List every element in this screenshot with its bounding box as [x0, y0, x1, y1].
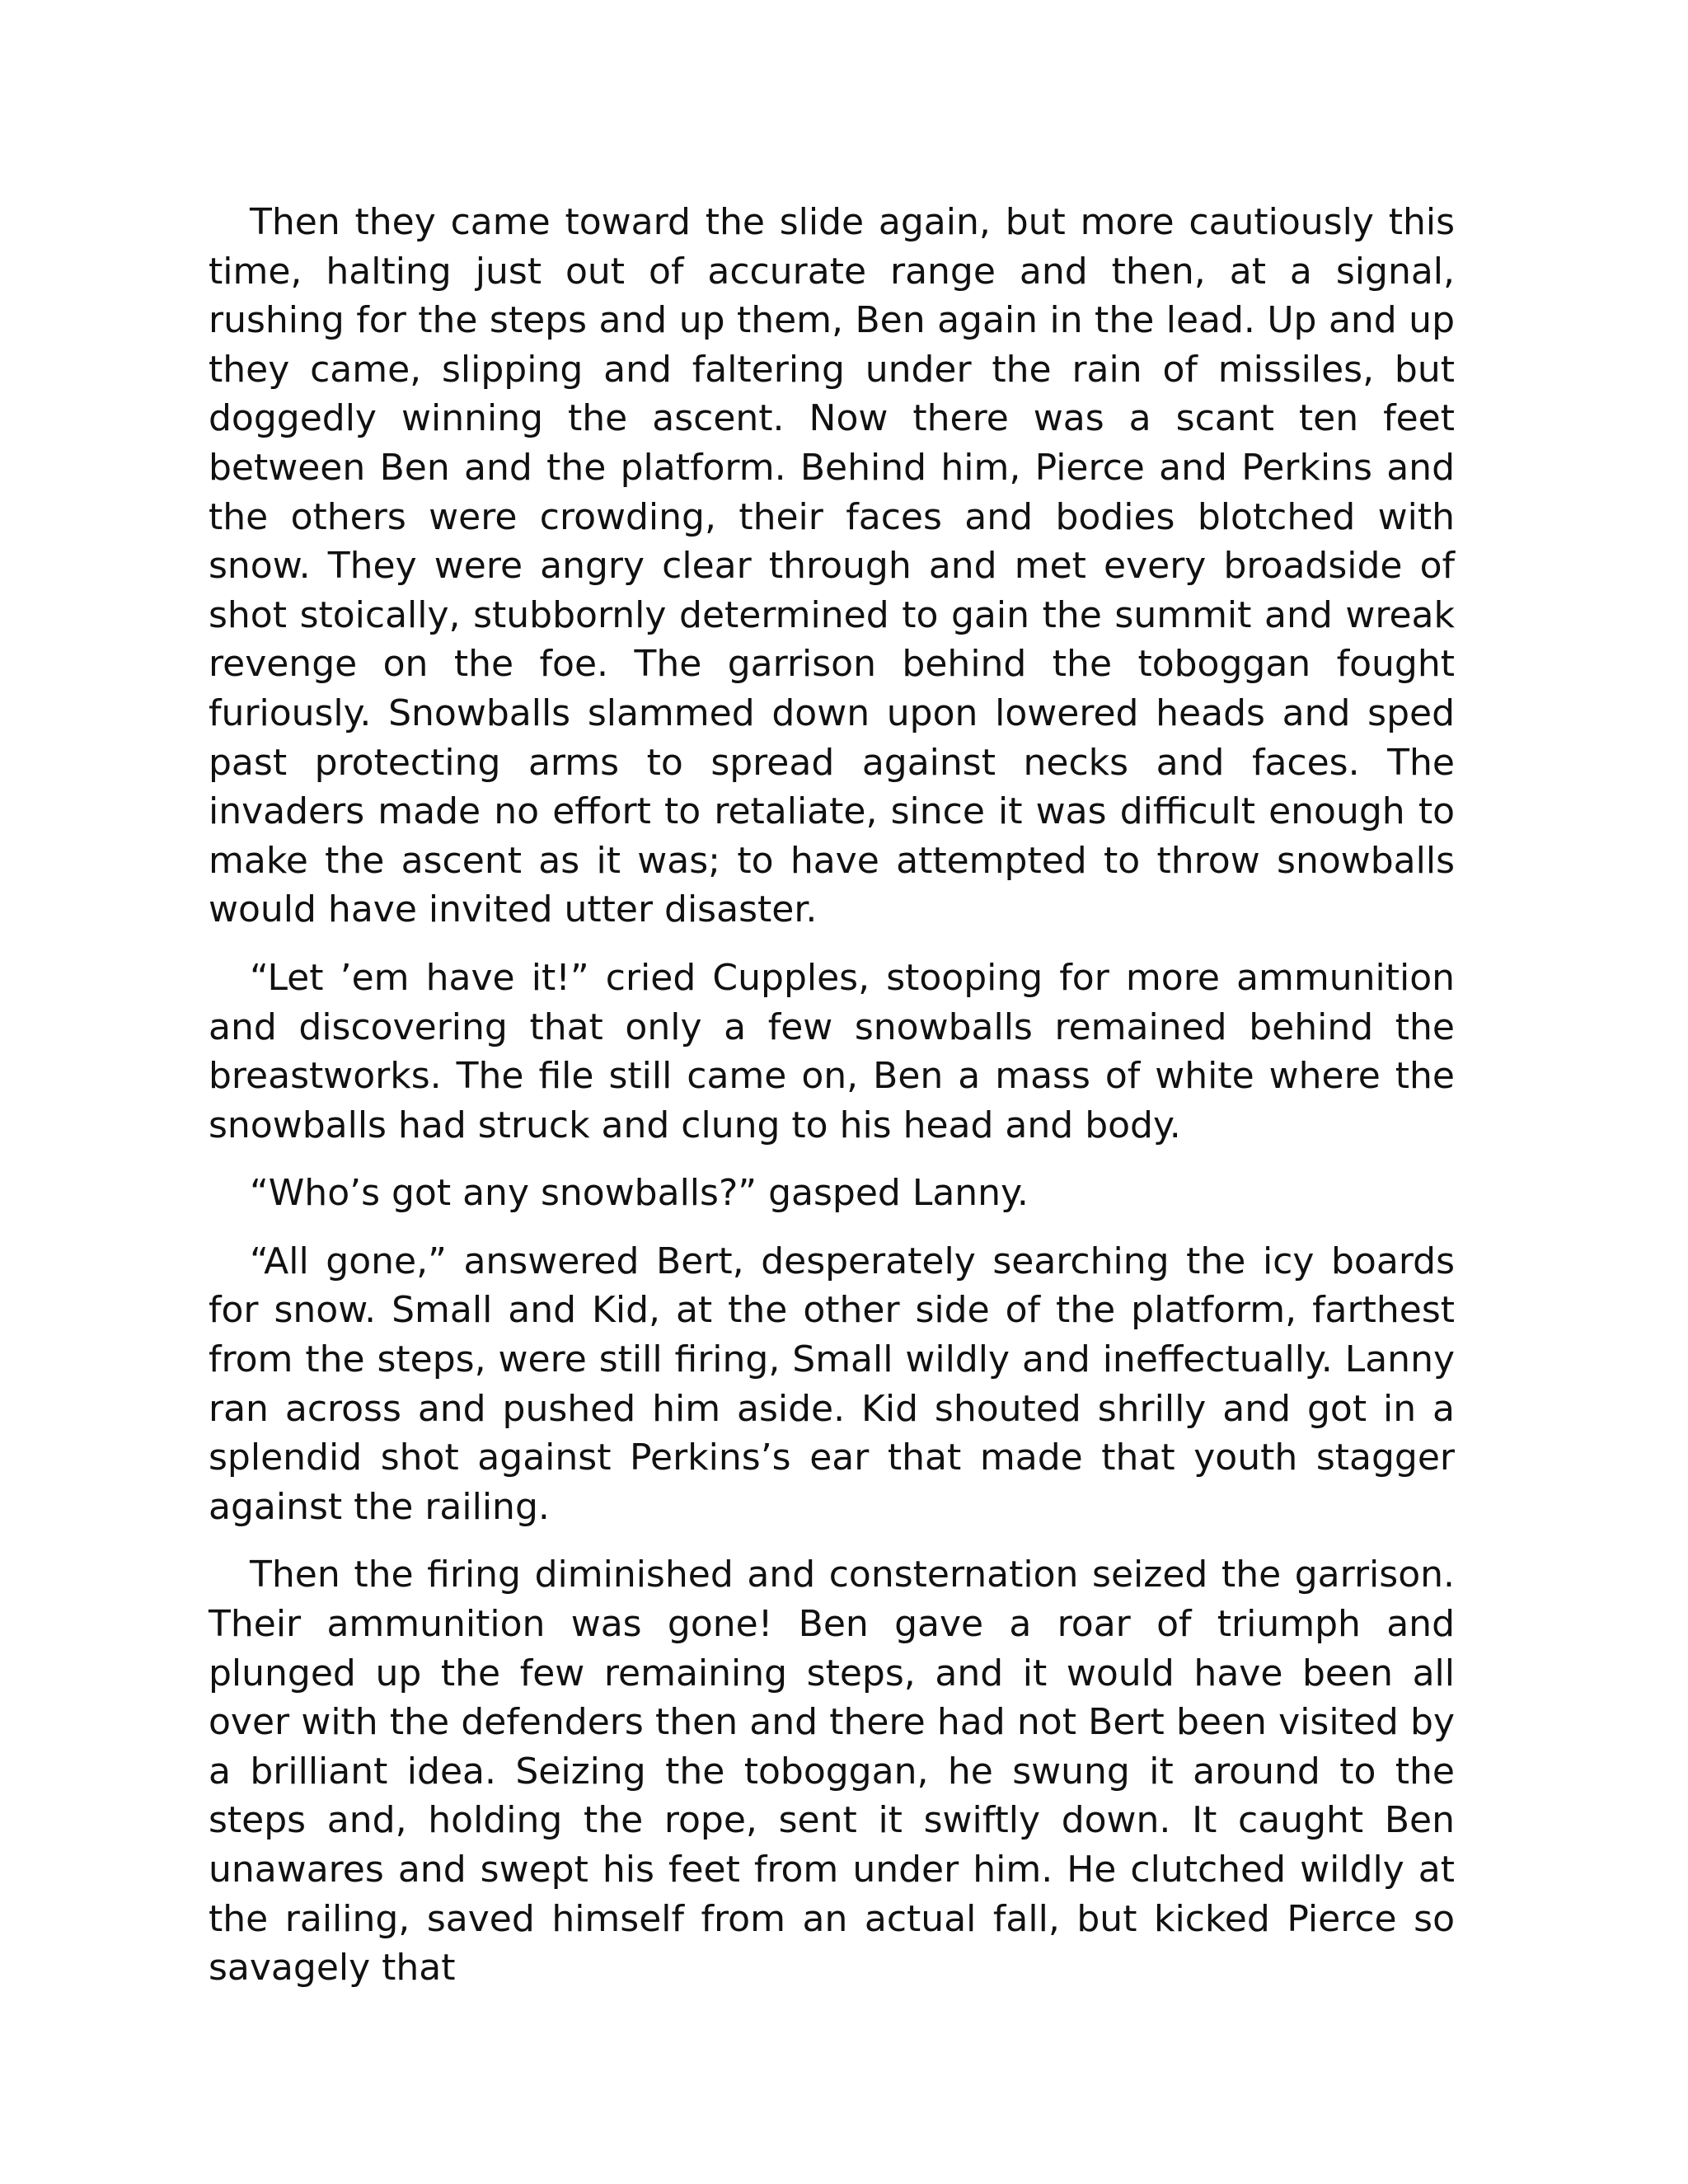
paragraph-1: Then they came toward the slide again, but more cautiously this time, halting just out of accurate range and then, at a signal, rushing for the steps and up them, Ben again in the lead. Up and up they came, slipping and faltering under the rain of missiles, but doggedly winning the ascent. Now there was a scant ten feet between Ben and the platform. Behind him, Pierce and Perkins and the others were crowding, their faces and bodies blotched with snow. They were angry clear through and met every broadside of shot stoically, stubbornly determined to gain the summit and wreak revenge on the foe. The garrison behind the toboggan fought furiously. Snowballs slammed down upon lowered heads and sped past protecting arms to spread against necks and faces. The invaders made no effort to retaliate, since it was difficult enough to make the ascent as it was; to have attempted to throw snowballs would have invited utter disaster. — [209, 201, 1455, 931]
paragraph-5: Then the firing diminished and consternation seized the garrison. Their ammunition was gone! Ben gave a roar of triumph and plunged up the few remaining steps, and it would have been all over with the defenders then and there had not Bert been visited by a brilliant idea. Seizing the toboggan, he swung it around to the steps and, holding the rope, sent it swiftly down. It caught Ben unawares and swept his feet from under him. He clutched wildly at the railing, saved himself from an actual fall, but kicked Pierce so savagely that — [209, 1554, 1455, 1990]
paragraph-3: “Who’s got any snowballs?” gasped Lanny. — [250, 1172, 1029, 1215]
paragraph-4: “All gone,” answered Bert, desperately searching the icy boards for snow. Small and Kid, at the other side of the platform, farthest from the steps, were still firing, Small wildly and ineffectually. Lanny ran across and pushed him aside. Kid shouted shrilly and got in a splendid shot against Perkins’s ear that made that youth stagger against the railing. — [209, 1240, 1455, 1528]
page-body — [209, 198, 1455, 2012]
paragraph-2: “Let ’em have it!” cried Cupples, stooping for more ammunition and discovering that only a few snowballs remained behind the breastworks. The file still came on, Ben a mass of white where the snowballs had struck and clung to his head and body. — [209, 956, 1455, 1146]
